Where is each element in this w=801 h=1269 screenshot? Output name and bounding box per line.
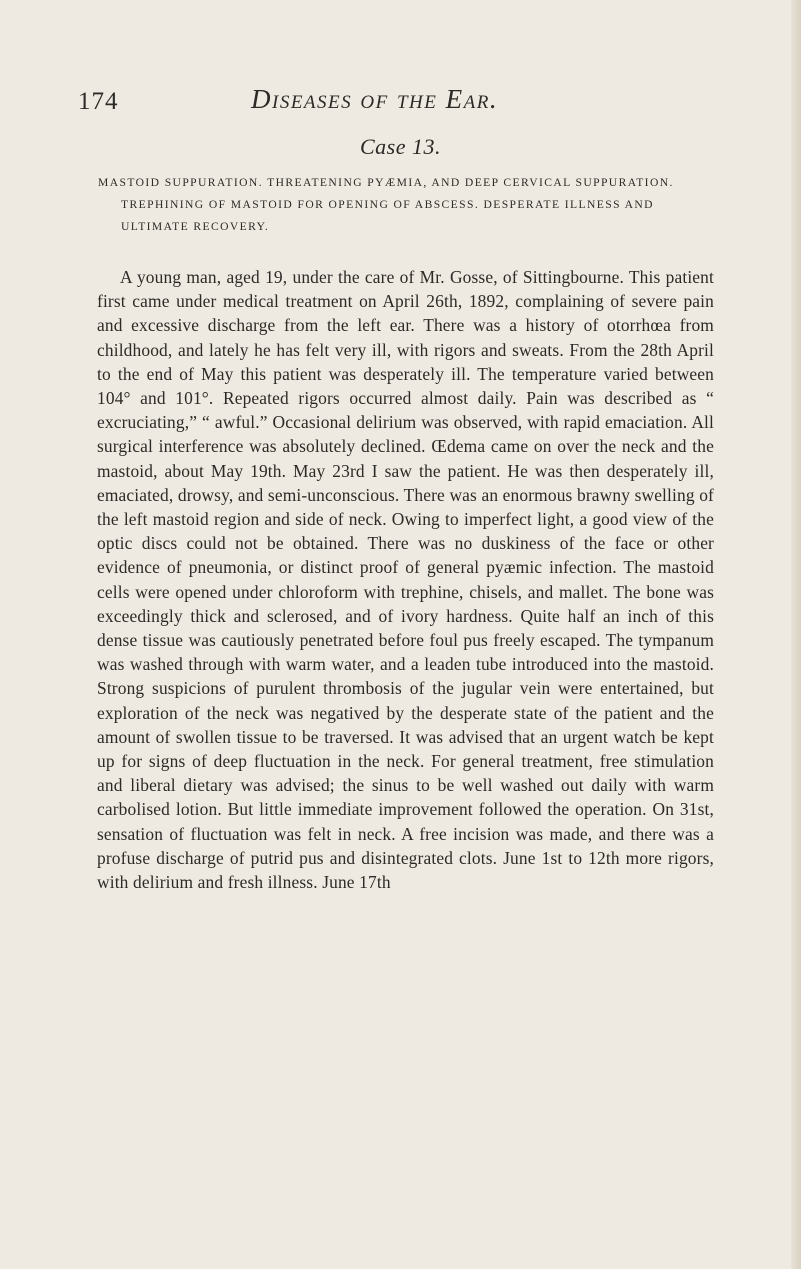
case-title: Case 13. [360, 134, 441, 159]
page-number: 174 [78, 88, 119, 115]
case-summary-text: MASTOID SUPPURATION. THREATENING PYÆMIA, AND DEEP CERVICAL SUPPURATION. TREPHINING OF MASTOID FOR OPENING OF ABSCESS. DESPERATE ILLNESS AND ULTIMATE RECOVERY. [98, 176, 674, 234]
running-head: Diseases of the Ear. [251, 84, 499, 114]
case-summary [98, 172, 721, 239]
case-body-paragraph: A young man, aged 19, under the care of Mr. Gosse, of Sittingbourne. This patient first came under medical treatment on April 26th, 1892, complaining of severe pain and excessive discharge from the left ear. There was a history of otorrhœa from childhood, and lately he has felt very ill, with rigors and sweats. From the 28th April to the end of May this patient was desperately ill. The temperature varied between 104° and 101°. Repeated rigors occurred almost daily. Pain was described as “ excruciating,” “ awful.” Occasional delirium was observed, with rapid emaciation. All surgical interference was absolutely declined. Œdema came on over the neck and the mastoid, about May 19th. May 23rd I saw the patient. He was then desperately ill, emaciated, drowsy, and semi-unconscious. There was an enormous brawny swelling of the left mastoid region and side of neck. Owing to imperfect light, a good view of the optic discs could not be obtained. There was no duskiness of the face or other evidence of pneumonia, or distinct proof of general pyæmic infection. The mastoid cells were opened under chloroform with trephine, chisels, and mallet. The bone was exceedingly thick and sclerosed, and of ivory hardness. Quite half an inch of this dense tissue was cautiously penetrated before foul pus freely escaped. The tympanum was washed through with warm water, and a leaden tube introduced into the mastoid. Strong suspicions of purulent thrombosis of the jugular vein were entertained, but exploration of the neck was negatived by the desperate state of the patient and the amount of swollen tissue to be traversed. It was advised that an urgent watch be kept up for signs of deep fluctuation in the neck. For general treatment, free stimulation and liberal dietary was advised; the sinus to be well washed out daily with warm carbolised lotion. But little immediate improvement followed the operation. On 31st, sensation of fluctuation was felt in neck. A free incision was made, and there was a profuse discharge of putrid pus and disintegrated clots. June 1st to 12th more rigors, with delirium and fresh illness. June 17th [97, 267, 714, 893]
page-header [0, 84, 801, 124]
page-edge-shadow [791, 0, 801, 1269]
case-body [97, 265, 714, 894]
